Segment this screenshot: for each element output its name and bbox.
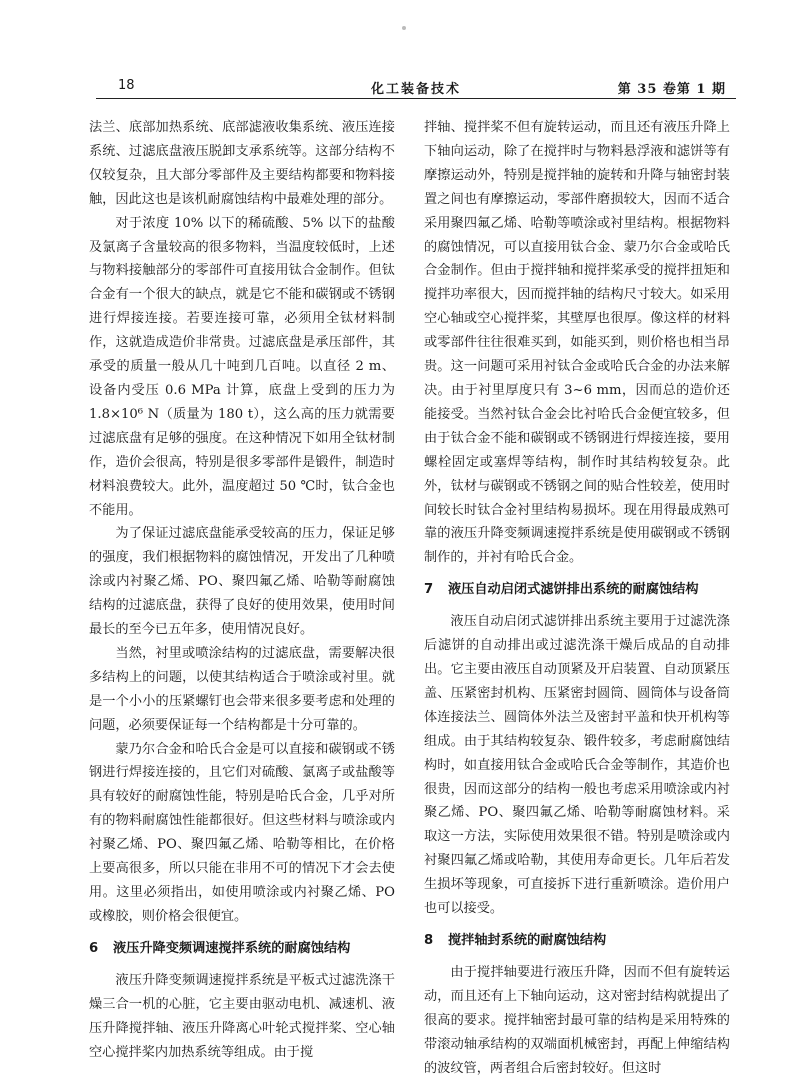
paragraph: 对于浓度 10% 以下的稀硫酸、5% 以下的盐酸及氯离子含量较高的很多物料，当温度较低时，上述与物料接触部分的零部件可直接用钛合金制作。但钛合金有一个很大的缺点，就是它不能和碳钢或不锈钢进行焊接连接。若要连接可靠，必须用全钛材料制作，这就造成造价非常贵。过滤底盘是承压部件，其承受的质量一般从几十吨到几百吨。以直径 2 m、设备内受压 0.6 MPa 计算，底盘上受到的压力为 1.8×10⁶ N（质量为 180 t），这么高的压力就需要过滤底盘有足够的强度。在这种情况下如用全钛材制作，造价会很高，特别是很多零部件是锻件，制造时材料浪费较大。此外，温度超过 50 ℃时，钛合金也不能用。 xyxy=(89,215,395,518)
section-number: 8 xyxy=(424,933,434,948)
section-heading-7 xyxy=(424,579,730,601)
right-column xyxy=(424,116,730,1076)
paragraph: 液压自动启闭式滤饼排出系统主要用于过滤洗涤后滤饼的自动排出或过滤洗涤干燥后成品的自动排出。它主要由液压自动顶紧及开启装置、自动顶紧压盖、压紧密封机构、压紧密封圆筒、圆筒体与设备筒体连接法兰、圆筒体外法兰及密封平盖和快开机构等组成。由于其结构较复杂、锻件较多，考虑耐腐蚀结构时，如直接用钛合金或哈氏合金等制作，其造价也很贵，因而这部分的结构一般也考虑采用喷涂或内衬聚乙烯、PO、聚四氟乙烯、哈勒等耐腐蚀材料。采取这一方法，实际使用效果很不错。特别是喷涂或内衬聚四氟乙烯或哈勒，其使用寿命更长。几年后若发生损坏等现象，可直接拆下进行重新喷涂。造价用户也可以接受。 xyxy=(424,614,730,917)
page-number: 18 xyxy=(118,78,135,93)
paragraph: 当然，衬里或喷涂结构的过滤底盘，需要解决很多结构上的问题，以使其结构适合于喷涂或衬里。就是一个小小的压紧螺钉也会带来很多要考虑和处理的问题，必须要保证每一个结构都是十分可靠的。 xyxy=(89,645,395,733)
paragraph: 液压升降变频调速搅拌系统是平板式过滤洗涤干燥三合一机的心脏，它主要由驱动电机、减速机、液压升降搅拌轴、液压升降离心叶轮式搅拌桨、空心轴空心搅拌桨内加热系统等组成。由于搅 xyxy=(89,972,395,1060)
paragraph: 由于搅拌轴要进行液压升降，因而不但有旋转运动，而且还有上下轴向运动，这对密封结构就提出了很高的要求。搅拌轴密封最可靠的结构是采用特殊的带滚动轴承结构的双端面机械密封，再配上伸缩结构的波纹管，两者组合后密封较好。但这时 xyxy=(424,965,730,1076)
section-heading-8 xyxy=(424,930,730,952)
issue-label: 第 35 卷第 1 期 xyxy=(617,82,726,97)
journal-title: 化工装备技术 xyxy=(370,82,461,97)
section-title: 液压升降变频调速搅拌系统的耐腐蚀结构 xyxy=(113,940,351,956)
paragraph: 为了保证过滤底盘能承受较高的压力，保证足够的强度，我们根据物料的腐蚀情况，开发出了几种喷涂或内衬聚乙烯、PO、聚四氟乙烯、哈勒等耐腐蚀结构的过滤底盘，获得了良好的使用效果，使用时间最长的至今已五年多，使用情况良好。 xyxy=(89,526,395,638)
left-column xyxy=(89,116,395,1060)
scan-dot xyxy=(402,26,406,30)
section-title: 液压自动启闭式滤饼排出系统的耐腐蚀结构 xyxy=(448,582,699,598)
paragraph: 法兰、底部加热系统、底部滤液收集系统、液压连接系统、过滤底盘液压脱卸支承系统等。这部分结构不仅较复杂，且大部分零部件及主要结构都要和物料接触，因此这也是该机耐腐蚀结构中最难处理的部分。 xyxy=(89,120,395,207)
section-number: 6 xyxy=(89,940,99,956)
section-title: 搅拌轴封系统的耐腐蚀结构 xyxy=(448,933,607,948)
paragraph: 拌轴、搅拌桨不但有旋转运动，而且还有液压升降上下轴向运动，除了在搅拌时与物料悬浮液和滤饼等有摩擦运动外，特别是搅拌轴的旋转和升降与轴密封装置之间也有摩擦运动，零部件磨损较大，因而不适合采用聚四氟乙烯、哈勒等喷涂或衬里结构。根据物料的腐蚀情况，可以直接用钛合金、蒙乃尔合金或哈氏合金制作。但由于搅拌轴和搅拌桨承受的搅拌扭矩和搅拌功率很大，因而搅拌轴的结构尺寸较大。如采用空心轴或空心搅拌桨，其壁厚也很厚。像这样的材料或零部件往往很难买到，如能买到，则价格也相当昂贵。这一问题可采用衬钛合金或哈氏合金的办法来解决。由于衬里厚度只有 3~6 mm，因而总的造价还能接受。当然衬钛合金会比衬哈氏合金便宜较多，但由于钛合金不能和碳钢或不锈钢进行焊接连接，要用螺栓固定或塞焊等结构，制作时其结构较复杂。此外，钛材与碳钢或不锈钢之间的贴合性较差，使用时间较长时钛合金衬里结构易损坏。现在用得最成熟可靠的液压升降变频调速搅拌系统是使用碳钢或不锈钢制作的，并衬有哈氏合金。 xyxy=(424,120,730,566)
running-header xyxy=(96,72,736,99)
section-heading-6 xyxy=(89,938,395,960)
section-number: 7 xyxy=(424,582,434,598)
paragraph: 蒙乃尔合金和哈氏合金是可以直接和碳钢或不锈钢进行焊接连接的，且它们对硫酸、氯离子或盐酸等具有较好的耐腐蚀性能，特别是哈氏合金，几乎对所有的物料耐腐蚀性能都很好。但这些材料与喷涂或内衬聚乙烯、PO、聚四氟乙烯、哈勒等相比，在价格上要高很多，所以只能在非用不可的情况下才会去使用。这里必须指出，如使用喷涂或内衬聚乙烯、PO 或橡胶，则价格会很便宜。 xyxy=(89,741,395,924)
